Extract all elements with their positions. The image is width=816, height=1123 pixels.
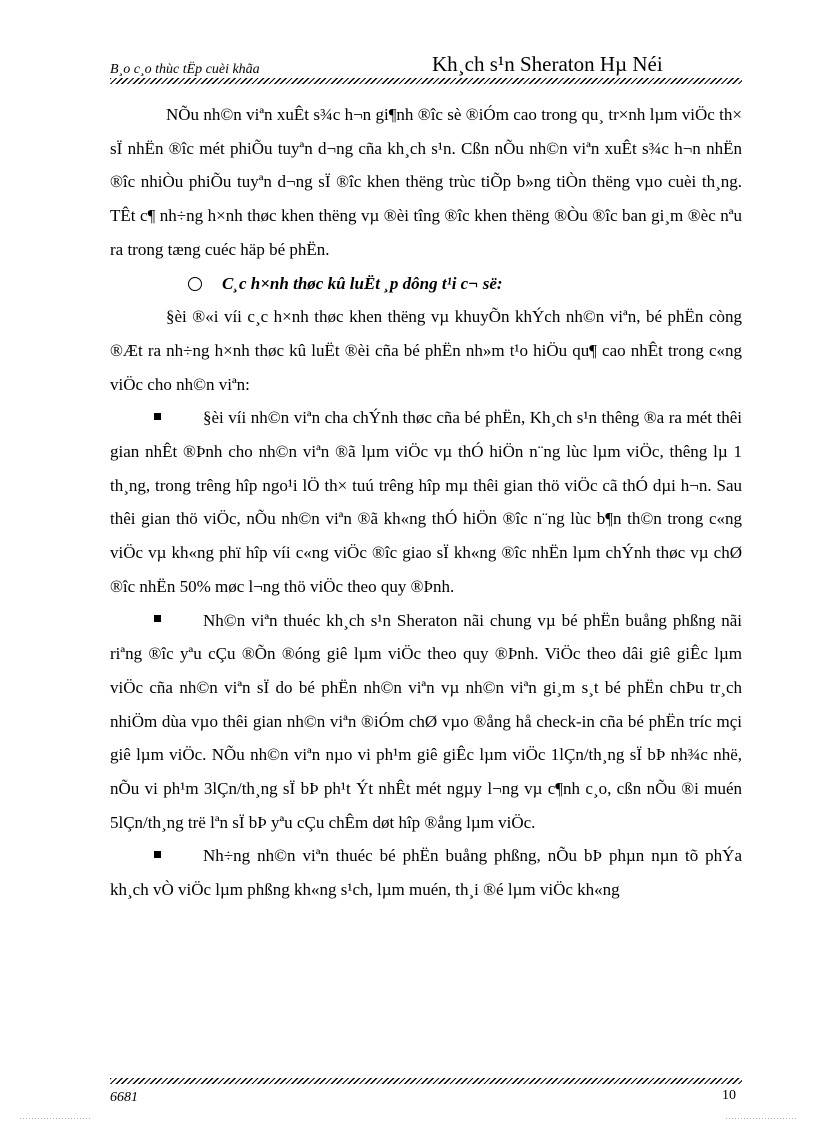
footer-dotted-line-left <box>20 1118 90 1119</box>
page-number: 10 <box>722 1088 736 1103</box>
bullet-item-complaints <box>110 839 742 906</box>
hotel-name: Kh¸ch s¹n Sheraton Hµ Néi <box>432 52 663 76</box>
document-body <box>110 98 742 907</box>
square-bullet-icon <box>154 851 161 858</box>
footer-dotted-line-right <box>726 1118 796 1119</box>
paragraph-reward: NÕu nh©n viªn xuÊt s¾c h¬n gi¶nh ®îc sè ®iÓm cao trong qu¸ tr×nh lµm viÖc th× sÏ nhËn ®îc mét phiÕu tuyªn d¬ng cña kh¸ch s¹n. Cßn nÕu nh©n viªn xuÊt s¾c h¬n nhËn ®îc nhiÒu phiÕu tuyªn d¬ng sÏ ®îc khen thëng trùc tiÕp b»ng tiÒn thëng vµo cuèi th¸ng. TÊt c¶ nh÷ng h×nh thøc khen thëng vµ ®èi tîng ®îc khen thëng ®Òu ®îc ban gi¸m ®èc nªu ra trong tæng cuéc häp bé phËn. <box>110 105 742 259</box>
bullet-item-punctuality <box>110 604 742 840</box>
bullet-text: §èi víi nh©n viªn cha chÝnh thøc cña bé phËn, Kh¸ch s¹n thêng ®a ra mét thêi gian nhÊt ®Þnh cho nh©n viªn ®ã lµm viÖc vµ thÓ hiÖn n¨ng lùc lµm viÖc, thêng lµ 1 th¸ng, trong trêng hîp ngo¹i lÖ th× tuú trêng hîp mµ thêi gian thö viÖc cã thÓ dµi h¬n. Sau thêi gian thö viÖc, nÕu nh©n viªn ®ã kh«ng thÓ hiÖn ®îc n¨ng lùc b¶n th©n trong c«ng viÖc vµ kh«ng phï hîp víi c«ng viÖc ®îc giao sÏ kh«ng ®îc nhËn lµm chÝnh thøc vµ chØ ®îc nhËn 50% møc l¬ng thö viÖc theo quy ®Þnh. <box>110 408 742 596</box>
footer-code: 6681 <box>110 1090 138 1105</box>
square-bullet-icon <box>154 615 161 622</box>
report-title: B¸o c¸o thùc tËp cuèi khãa <box>110 62 260 77</box>
header-rule <box>110 78 742 84</box>
section-heading-text: C¸c h×nh thøc kû luËt ¸p dông t¹i c¬ së: <box>222 273 503 293</box>
footer-rule <box>110 1078 742 1084</box>
square-bullet-icon <box>154 413 161 420</box>
bullet-text: Nh÷ng nh©n viªn thuéc bé phËn buång phßng, nÕu bÞ phµn nµn tõ phÝa kh¸ch vÒ viÖc lµm phßng kh«ng s¹ch, lµm muén, th¸i ®é lµm viÖc kh«ng <box>110 846 742 900</box>
bullet-item-probation <box>110 401 742 603</box>
section-heading <box>110 267 742 301</box>
paragraph-discipline-intro: §èi ®«i víi c¸c h×nh thøc khen thëng vµ khuyÕn khÝch nh©n viªn, bé phËn còng ®Æt ra nh÷ng h×nh thøc kû luËt ®èi cña bé phËn nh»m t¹o hiÖu qu¶ cao nhÊt trong c«ng viÖc cho nh©n viªn: <box>110 307 742 394</box>
bullet-text: Nh©n viªn thuéc kh¸ch s¹n Sheraton nãi chung vµ bé phËn buång phßng nãi riªng ®îc yªu cÇu ®Õn ®óng giê lµm viÖc theo quy ®Þnh. ViÖc theo dâi giê giÊc lµm viÖc cña nh©n viªn sÏ do bé phËn nh©n viªn vµ nh©n viªn gi¸m s¸t bé phËn chÞu tr¸ch nhiÖm dùa vµo thêi gian nh©n viªn ®iÓm chØ vµo ®ång hå check-in cña bé phËn tríc mçi giê lµm viÖc. NÕu nh©n viªn nµo vi ph¹m giê giÊc lµm viÖc 1lÇn/th¸ng sÏ bÞ nh¾c nhë, nÕu vi ph¹m 3lÇn/th¸ng sÏ bÞ ph¹t Ýt nhÊt mét ngµy l¬ng vµ c¶nh c¸o, cßn nÕu ®i muén 5lÇn/th¸ng trë lªn sÏ bÞ yªu cÇu chÊm døt hîp ®ång lµm viÖc. <box>110 610 742 832</box>
circle-bullet-icon <box>188 277 202 291</box>
